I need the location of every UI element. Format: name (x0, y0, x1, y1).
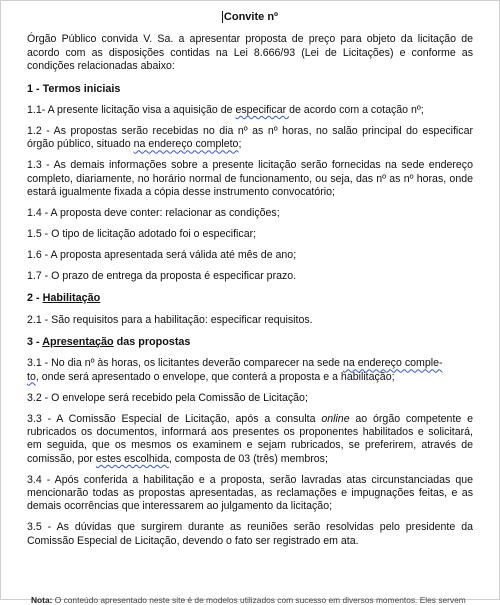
clause-3-1: 3.1 - No dia nº às horas, os licitantes deverão comparecer na sede na endereço comple- to, onde será apresentado o envelope, que conterá a proposta e a habilitação; (27, 357, 443, 383)
clause-1-4: 1.4 - A proposta deve conter: relacionar as condições; (27, 206, 280, 219)
document-title: Convite nº (223, 11, 279, 23)
clause-3-3: 3.3 - A Comissão Especial de Licitação, após a consulta online ao órgão competente e rubricados os documentos, informará aos presentes os proponentes habilitados e solicitará, em seguida, que os mesmos os examinem e sejam rubricados, se preferirem, através de comissão, por estes escolhida, composta de 03 (três) membros; (27, 412, 473, 465)
spellcheck-marked-text: estes escolhida (95, 452, 169, 465)
document-body (1, 1, 499, 548)
footer-note: Nota: O conteúdo apresentado neste site é de modelos utilizados com sucesso em diversos momentos. Eles servem (31, 595, 466, 605)
spellcheck-marked-text: to (27, 370, 36, 383)
clause-1-5: 1.5 - O tipo de licitação adotado foi o especificar; (27, 227, 257, 240)
spellcheck-marked-text: especificar (235, 104, 290, 117)
section-1-heading: 1 - Termos iniciais (27, 82, 121, 95)
section-2-heading: 2 - Habilitação (27, 292, 101, 305)
spellcheck-marked-text: na endereço comple- (342, 357, 443, 370)
clause-2-1: 2.1 - São requisitos para a habilitação: especificar requisitos. (27, 313, 313, 326)
clause-1-6: 1.6 - A proposta apresentada será válida até mês de ano; (27, 248, 297, 261)
clause-1-7: 1.7 - O prazo de entrega da proposta é especificar prazo. (27, 269, 297, 282)
clause-1-2: 1.2 - As propostas serão recebidas no dia nº as nº horas, no salão principal do especificar órgão público, situado na endereço completo; (27, 124, 473, 151)
intro-paragraph: Órgão Público convida V. Sa. a apresentar proposta de preço para objeto da licitação de acordo com as disposições contidas na Lei 8.666/93 (Lei de Licitações) e conforme as condições relacionadas abaixo: (27, 33, 473, 73)
clause-1-3: 1.3 - As demais informações sobre a presente licitação serão fornecidas na sede endereço completo, diariamente, no horário normal de funcionamento, ou seja, das nº as nº horas, onde estará igualmente fixada a cópia desse instrumento convocatório; (27, 159, 473, 199)
section-3-heading: 3 - Apresentação das propostas (27, 335, 191, 348)
clause-3-5: 3.5 - As dúvidas que surgirem durante as reuniões serão resolvidas pelo presidente da Comissão Especial de Licitação, devendo o fato ser registrado em ata. (27, 521, 473, 547)
spellcheck-marked-text: na endereço completo (133, 138, 239, 151)
clause-1-1: 1.1- A presente licitação visa a aquisição de especificar de acordo com a cotação nº; (27, 104, 424, 117)
clause-3-2: 3.2 - O envelope será recebido pela Comissão de Licitação; (27, 391, 308, 404)
clause-3-4: 3.4 - Após conferida a habilitação e a proposta, serão lavradas atas circunstanciadas que mencionarão todas as propostas apresentadas, as reclamações e impugnações feitas, e as demais ocorrências que interessarem ao julgamento da licitação; (27, 473, 473, 513)
